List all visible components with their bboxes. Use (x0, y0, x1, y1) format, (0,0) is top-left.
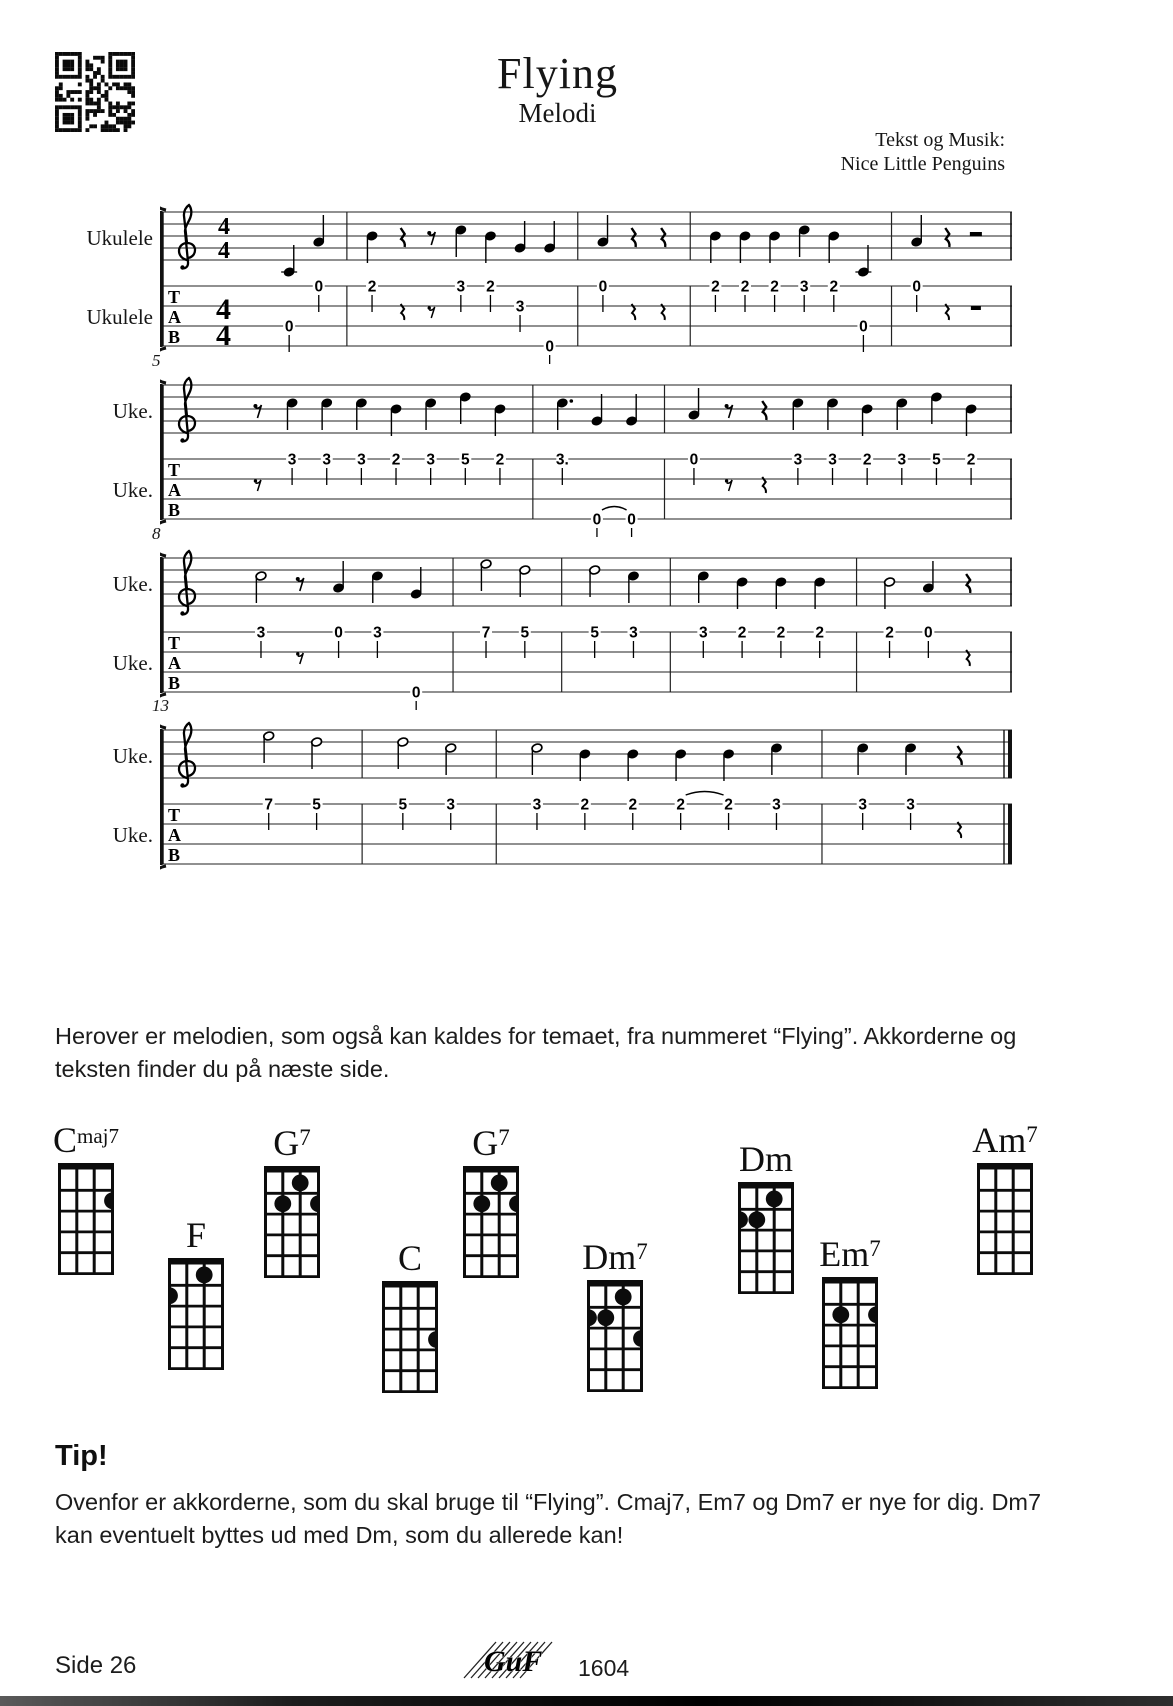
finger-dot (168, 1287, 178, 1304)
tab-number: 3. (555, 451, 569, 469)
tab-letter: A (168, 307, 181, 327)
finger-dot (748, 1211, 765, 1228)
tab-number: 2 (862, 451, 872, 469)
finger-dot (104, 1192, 114, 1209)
time-signature: 4 (218, 214, 230, 240)
tab-letter: A (168, 825, 181, 845)
tab-number: 7 (481, 624, 491, 642)
tab-number: 3 (456, 278, 466, 296)
tip-text: Ovenfor er akkorderne, som du skal bruge til “Flying”. Cmaj7, Em7 og Dm7 er nye for dig. Dm7 kan eventuelt byttes ud med Dm, som du allerede kan! (55, 1489, 1042, 1548)
time-signature: 4 (216, 319, 231, 352)
finger-dot (597, 1309, 614, 1326)
tab-number: 2 (885, 624, 894, 642)
treble-clef-icon (179, 205, 195, 268)
quarter-rest (632, 228, 636, 247)
tab-letter: B (168, 845, 181, 865)
treble-clef-icon (179, 723, 195, 786)
chord-diagram-dm7 (582, 1237, 648, 1392)
catalog-number: 1604 (578, 1655, 630, 1681)
tab-number: 0 (627, 511, 636, 529)
staff-label: Uke. (112, 744, 153, 768)
tie (686, 792, 724, 796)
tab-number: 3 (828, 451, 837, 469)
tab-number: 0 (334, 624, 343, 642)
tab-number: 3 (322, 451, 332, 469)
tab-number: 0 (592, 511, 602, 529)
tab-number: 2 (966, 451, 976, 469)
tab-number: 3 (515, 298, 525, 316)
quarter-rest (661, 228, 665, 247)
scan-edge-artifact (0, 1696, 1173, 1706)
chord-label: Dm$^7$ (582, 1237, 648, 1277)
chord-diagram-dm (738, 1139, 794, 1294)
tab-number: 0 (689, 451, 699, 469)
finger-dot (587, 1309, 597, 1326)
staff-label: Uke. (112, 399, 153, 423)
credit-line-1: Tekst og Musik: (875, 129, 1005, 151)
staff-label: Uke. (112, 823, 153, 847)
tab-number: 2 (486, 278, 495, 296)
tab-number: 3 (793, 451, 803, 469)
tab-number: 2 (829, 278, 839, 296)
tab-number: 5 (460, 451, 470, 469)
logo-text: GuF (484, 1645, 543, 1678)
tab-number: 2 (580, 796, 590, 814)
tab-number: 2 (711, 278, 720, 296)
page-title: Flying (497, 49, 618, 98)
finger-dot (274, 1195, 291, 1212)
tab-number: 3 (287, 451, 297, 469)
finger-dot (633, 1330, 643, 1347)
tab-number: 3 (426, 451, 435, 469)
tab-number: 2 (776, 624, 786, 642)
tab-number: 3 (897, 451, 907, 469)
chord-label: Dm (739, 1139, 793, 1179)
finger-dot (292, 1175, 309, 1192)
tab-number: 3 (446, 796, 456, 814)
chord-label: $C^{maj7}$ (52, 1120, 120, 1160)
tab-number: 3 (629, 624, 638, 642)
finger-dot (766, 1191, 783, 1208)
finger-dot (310, 1195, 320, 1212)
tab-letter: B (168, 327, 181, 347)
tab-letter: T (168, 805, 181, 825)
chord-label: Am$^7$ (972, 1120, 1038, 1160)
credit-line-2: Nice Little Penguins (840, 153, 1005, 175)
music-system (160, 375, 1024, 555)
tab-number: 5 (590, 624, 599, 642)
chord-diagram-c (382, 1238, 438, 1393)
tab-number: 2 (628, 796, 638, 814)
quarter-rest (945, 228, 949, 247)
tab-number: 5 (312, 796, 321, 814)
description-paragraph: Herover er melodien, som også kan kaldes for temaet, fra nummeret “Flying”. Akkorderne og teksten finder du på næste side. (55, 1023, 1017, 1082)
tab-number: 0 (314, 278, 324, 296)
chord-diagram-em7 (819, 1234, 881, 1389)
tab-number: 5 (932, 451, 941, 469)
tab-number: 0 (284, 318, 294, 336)
tab-number: 7 (264, 796, 274, 814)
chord-diagram-g7 (463, 1123, 519, 1278)
time-signature: 4 (218, 238, 230, 264)
tab-number: 3 (532, 796, 542, 814)
chord-diagram-f (168, 1215, 224, 1370)
tab-number: 0 (411, 684, 421, 702)
finger-dot (428, 1331, 438, 1348)
staff-label: Ukulele (86, 226, 153, 250)
staff-label: Uke. (112, 478, 153, 502)
chord-diagram-am7 (972, 1120, 1038, 1275)
tab-number: 5 (520, 624, 530, 642)
tab-number: 0 (924, 624, 933, 642)
measure-number: 5 (152, 351, 161, 370)
tab-letter: T (168, 633, 181, 653)
tab-number: 2 (495, 451, 505, 469)
tab-number: 0 (859, 318, 868, 336)
quarter-rest (762, 401, 766, 420)
chord-diagram-g7 (264, 1123, 320, 1278)
staff-label: Uke. (112, 651, 153, 675)
tab-number: 5 (398, 796, 408, 814)
tab-number: 3 (858, 796, 868, 814)
chord-label: F (185, 1215, 207, 1255)
finger-dot (196, 1267, 213, 1284)
tab-letter: B (168, 500, 181, 520)
tab-number: 3 (357, 451, 366, 469)
tab-number: 2 (740, 278, 750, 296)
finger-dot (868, 1306, 878, 1323)
tab-number: 0 (545, 338, 554, 356)
tab-letter: A (168, 653, 181, 673)
tab-number: 3 (799, 278, 809, 296)
tab-number: 0 (598, 278, 608, 296)
chord-diagram-cmaj7 (52, 1120, 120, 1275)
finger-dot (738, 1211, 748, 1228)
tab-number: 2 (815, 624, 825, 642)
music-system (160, 202, 1024, 382)
time-signature: 4 (216, 293, 231, 326)
finger-dot (615, 1289, 632, 1306)
chord-label: Em$^7$ (819, 1234, 881, 1274)
tab-number: 2 (737, 624, 747, 642)
page-number: Side 26 (55, 1652, 137, 1679)
chord-label: $G^7$ (273, 1123, 311, 1163)
tab-number: 3 (906, 796, 915, 814)
finger-dot (473, 1195, 490, 1212)
half-rest (970, 232, 982, 237)
chord-label: C (397, 1238, 423, 1278)
treble-clef-icon (179, 378, 195, 441)
tab-number: 0 (912, 278, 921, 296)
tab-number: 3 (698, 624, 708, 642)
tab-number: 3 (772, 796, 781, 814)
staff-label: Ukulele (86, 305, 153, 329)
treble-clef-icon (179, 551, 195, 614)
measure-number: 8 (152, 524, 161, 543)
tab-number: 3 (373, 624, 382, 642)
tab-number: 2 (367, 278, 377, 296)
quarter-rest (957, 746, 961, 765)
chord-label: $G^7$ (472, 1123, 510, 1163)
tip-heading: Tip! (55, 1440, 108, 1472)
finger-dot (491, 1175, 508, 1192)
measure-number: 13 (152, 696, 169, 715)
finger-dot (509, 1195, 519, 1212)
quarter-rest (401, 228, 405, 247)
tab-letter: T (168, 287, 181, 307)
page-subtitle: Melodi (518, 98, 597, 128)
publisher-logo (462, 1638, 562, 1684)
tab-letter: B (168, 673, 181, 693)
tab-letter: A (168, 480, 181, 500)
tab-number: 2 (676, 796, 685, 814)
tie (602, 507, 627, 511)
finger-dot (832, 1306, 849, 1323)
tab-number: 2 (770, 278, 779, 296)
staff-label: Uke. (112, 572, 153, 596)
tab-number: 2 (724, 796, 733, 814)
music-system (160, 548, 1024, 728)
tab-letter: T (168, 460, 181, 480)
music-system (160, 720, 1024, 900)
tab-number: 2 (391, 451, 401, 469)
tab-number: 3 (256, 624, 266, 642)
quarter-rest (966, 574, 970, 593)
